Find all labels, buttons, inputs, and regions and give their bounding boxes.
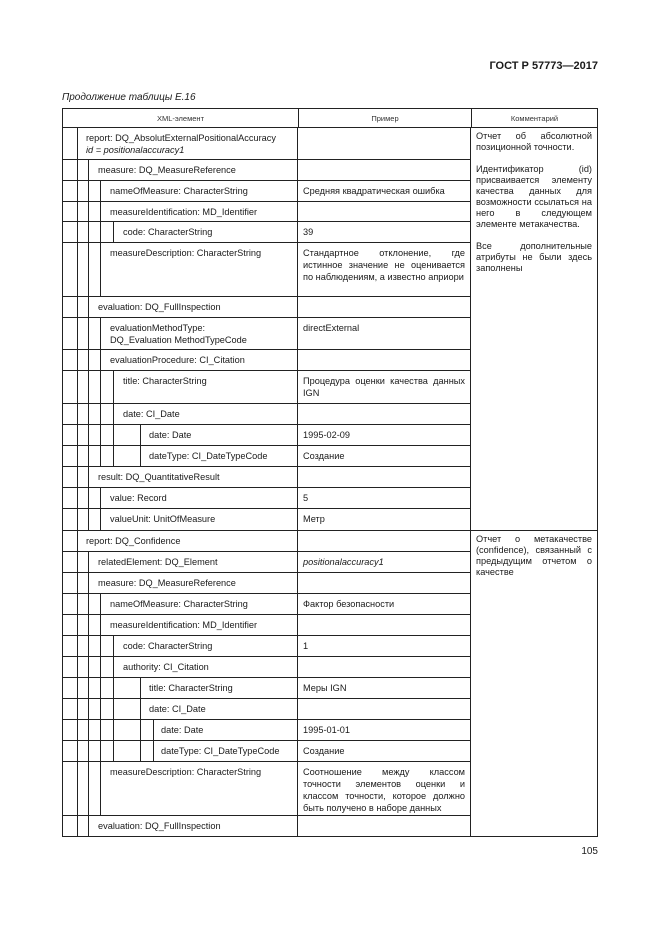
example-value: Стандартное отклонение, где истинное значение не оценивается по наблюдениям, а известно априори — [303, 248, 465, 282]
element-name: authority: CI_Citation — [123, 662, 209, 672]
table-row — [63, 531, 470, 552]
table-row — [63, 741, 470, 762]
table-row — [63, 615, 470, 636]
table-row — [63, 762, 470, 816]
element-name: code: CharacterString — [123, 227, 213, 237]
element-name: result: DQ_QuantitativeResult — [98, 472, 220, 482]
example-value: 5 — [303, 493, 309, 503]
element-name: title: CharacterString — [123, 376, 207, 386]
comment-text: Все дополнительные атрибуты не были здесь заполнены — [476, 241, 592, 273]
example-value: 39 — [303, 227, 314, 237]
element-name: nameOfMeasure: CharacterString — [110, 186, 248, 196]
table-row — [63, 573, 470, 594]
example-value: Меры IGN — [303, 683, 347, 693]
table-row — [63, 350, 470, 371]
element-name-cont: DQ_Evaluation MethodTypeCode — [110, 335, 247, 345]
element-name: evaluation: DQ_FullInspection — [98, 302, 221, 312]
table-row — [63, 160, 470, 181]
table-row — [63, 425, 470, 446]
example-value: Процедура оценки качества данных IGN — [303, 376, 465, 398]
comment-cell — [470, 128, 597, 530]
table-row — [63, 552, 470, 573]
column-header-xml: XML-элемент — [63, 109, 299, 127]
example-value — [298, 297, 470, 317]
column-header-example: Пример — [299, 109, 472, 127]
example-value — [298, 657, 470, 677]
element-name: date: Date — [149, 430, 192, 440]
example-value: Средняя квадратическая ошибка — [303, 186, 445, 196]
element-name: measure: DQ_MeasureReference — [98, 578, 236, 588]
page-number: 105 — [581, 846, 598, 857]
table-row — [63, 181, 470, 202]
table-row — [63, 720, 470, 741]
table-row — [63, 816, 470, 836]
example-value: directExternal — [303, 323, 360, 333]
table-row — [63, 446, 470, 467]
example-value — [298, 615, 470, 635]
example-value — [298, 467, 470, 487]
table-row — [63, 371, 470, 404]
table-row — [63, 636, 470, 657]
example-value: 1995-02-09 — [303, 430, 350, 440]
element-name: date: CI_Date — [123, 409, 180, 419]
document-code: ГОСТ Р 57773—2017 — [489, 60, 598, 72]
table-row — [63, 128, 470, 160]
table-row — [63, 202, 470, 222]
table-section — [63, 128, 597, 530]
example-value: Соотношение между классом точности элементов оценки и классом точности, которое должно быть получено в наборе данных — [303, 767, 465, 813]
example-value — [298, 699, 470, 719]
element-name: date: CI_Date — [149, 704, 206, 714]
element-name: measureDescription: CharacterString — [110, 767, 262, 777]
element-name: measureDescription: CharacterString — [110, 248, 262, 258]
element-name: dateType: CI_DateTypeCode — [161, 746, 280, 756]
example-value — [298, 202, 470, 221]
example-value — [298, 531, 470, 551]
example-value — [298, 573, 470, 593]
example-value — [298, 816, 470, 836]
table-row — [63, 509, 470, 530]
element-name: valueUnit: UnitOfMeasure — [110, 514, 216, 524]
element-name: relatedElement: DQ_Element — [98, 557, 218, 567]
column-header-comment: Комментарий — [510, 113, 559, 123]
table-section — [63, 530, 597, 836]
table-row — [63, 318, 470, 350]
example-value: Создание — [303, 746, 345, 756]
element-name: measureIdentification: MD_Identifier — [110, 620, 258, 630]
element-name: measureIdentification: MD_Identifier — [110, 207, 258, 217]
example-value: 1 — [303, 641, 309, 651]
table-row — [63, 699, 470, 720]
element-name: evaluation: DQ_FullInspection — [98, 821, 221, 831]
example-value — [298, 128, 470, 159]
example-value: Создание — [303, 451, 345, 461]
element-name: nameOfMeasure: CharacterString — [110, 599, 248, 609]
comment-text: Идентификатор (id) присваивается элементу качества данных для возможности ссылаться на него в следующем элементе метакачества. — [476, 164, 592, 229]
table-row — [63, 594, 470, 615]
element-name: code: CharacterString — [123, 641, 213, 651]
element-name: dateType: CI_DateTypeCode — [149, 451, 268, 461]
table-row — [63, 678, 470, 699]
comment-cell — [470, 531, 597, 836]
table-row — [63, 222, 470, 243]
example-value — [298, 404, 470, 424]
element-name: report: DQ_Confidence — [86, 536, 181, 546]
table-header — [63, 109, 597, 128]
element-name: title: CharacterString — [149, 683, 233, 693]
element-id: id = positionalaccuracy1 — [86, 145, 185, 155]
example-value: Метр — [303, 514, 325, 524]
example-value: Фактор безопасности — [303, 599, 395, 609]
element-name: date: Date — [161, 725, 204, 735]
xml-elements-table — [62, 108, 598, 837]
element-name: report: DQ_AbsolutExternalPositionalAccuracy — [86, 133, 276, 143]
example-value: positionalaccuracy1 — [303, 557, 384, 567]
example-value — [298, 160, 470, 180]
table-row — [63, 488, 470, 509]
table-row — [63, 243, 470, 297]
table-row — [63, 297, 470, 318]
example-value: 1995-01-01 — [303, 725, 350, 735]
table-row — [63, 657, 470, 678]
table-row — [63, 404, 470, 425]
element-name: measure: DQ_MeasureReference — [98, 165, 236, 175]
comment-text: Отчет об абсолютной позиционной точности. — [476, 131, 592, 152]
element-name: value: Record — [110, 493, 167, 503]
table-caption: Продолжение таблицы Е.16 — [62, 92, 196, 103]
example-value — [298, 350, 470, 370]
element-name: evaluationProcedure: CI_Citation — [110, 355, 245, 365]
element-name: evaluationMethodType: — [110, 323, 206, 333]
table-row — [63, 467, 470, 488]
comment-text: Отчет о метакачестве (confidence), связанный с предыдущим отчетом о качестве — [476, 534, 592, 577]
